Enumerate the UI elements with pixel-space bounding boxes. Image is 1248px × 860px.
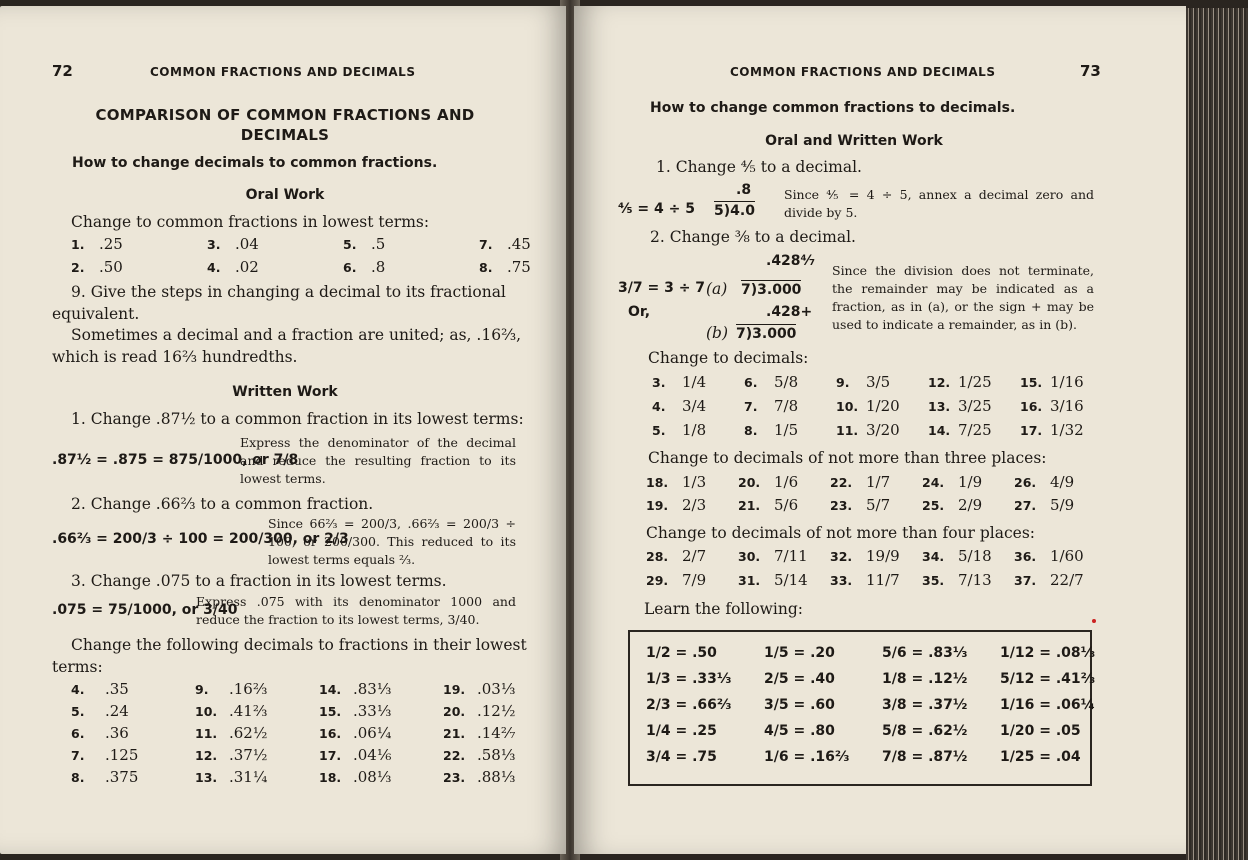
exercise-value: .04: [235, 235, 259, 253]
exercise-value: .50: [99, 258, 123, 276]
page-number: 72: [52, 62, 73, 80]
exercise-number: 8.: [479, 260, 493, 275]
learn-fact: 1/12 = .08⅓: [1000, 645, 1096, 661]
exercise-value: 2/9: [958, 496, 983, 514]
exercise-value: .03⅓: [477, 680, 516, 698]
exercise-value: .04⅙: [353, 746, 392, 764]
exercise-number: 4.: [71, 682, 85, 697]
exercise-number: 28.: [646, 549, 669, 564]
exercise-value: .62½: [229, 724, 268, 742]
left-page: [0, 6, 566, 854]
exercise-number: 15.: [1020, 375, 1043, 390]
exercise-number: 13.: [195, 770, 218, 785]
learn-fact: 1/5 = .20: [764, 645, 835, 661]
exercise-value: 11/7: [866, 571, 900, 589]
exercise-number: 11.: [195, 726, 218, 741]
exercise-value: .375: [105, 768, 139, 786]
exercise-value: 5/8: [774, 373, 799, 391]
exercise-value: 3/4: [682, 397, 707, 415]
exercise-number: 10.: [836, 399, 859, 414]
oral-work-heading: Oral Work: [245, 187, 325, 203]
chapter-title: COMPARISON OF COMMON FRACTIONS AND: [95, 106, 475, 124]
learn-fact: 2/5 = .40: [764, 671, 835, 687]
exercise-value: .88⅓: [477, 768, 516, 786]
exercise-value: 19/9: [866, 547, 900, 565]
exercise-number: 19.: [443, 682, 466, 697]
exercise-value: 7/9: [682, 571, 707, 589]
exercise-value: .75: [507, 258, 531, 276]
exercise-value: 3/16: [1050, 397, 1084, 415]
exercise-value: .5: [371, 235, 386, 253]
example-2-b-division: 7)3.000: [736, 326, 797, 342]
exercise-number: 23.: [830, 498, 853, 513]
exercise-value: 1/5: [774, 421, 799, 439]
exercise-value: .16⅔: [229, 680, 268, 698]
exercise-number: 21.: [443, 726, 466, 741]
exercise-number: 5.: [71, 704, 85, 719]
exercise-number: 36.: [1014, 549, 1037, 564]
exercise-number: 14.: [928, 423, 951, 438]
exercise-value: 7/11: [774, 547, 808, 565]
section-heading: How to change decimals to common fractions.: [72, 155, 438, 171]
exercise-value: .36: [105, 724, 129, 742]
exercise-value: .08⅓: [353, 768, 392, 786]
exercise-number: 12.: [195, 748, 218, 763]
exercise-value: .37½: [229, 746, 268, 764]
exercise-value: 1/25: [958, 373, 992, 391]
exercise-number: 17.: [1020, 423, 1043, 438]
exercise-value: 5/7: [866, 496, 891, 514]
exercise-value: .06¼: [353, 724, 392, 742]
exercise-number: 7.: [744, 399, 758, 414]
exercise-number: 23.: [443, 770, 466, 785]
exercise-number: 20.: [443, 704, 466, 719]
exercise-number: 25.: [922, 498, 945, 513]
exercise-value: 1/16: [1050, 373, 1084, 391]
exercise-number: 22.: [443, 748, 466, 763]
exercise-value: .35: [105, 680, 129, 698]
exercise-number: 6.: [71, 726, 85, 741]
exercise-value: .02: [235, 258, 259, 276]
example-3-equation: .075 = 75/1000, or 3/40: [52, 602, 238, 618]
learn-fact: 1/16 = .06¼: [1000, 697, 1096, 713]
learn-fact: 4/5 = .80: [764, 723, 835, 739]
learn-fact: 3/5 = .60: [764, 697, 835, 713]
exercise-value: 5/18: [958, 547, 992, 565]
example-2: 2. Change ⅜ to a decimal.: [650, 228, 856, 246]
running-head: COMMON FRACTIONS AND DECIMALS: [150, 65, 416, 79]
example-1-division: 5)4.0: [714, 203, 755, 219]
exercise-value: 5/9: [1050, 496, 1075, 514]
exercise-value: 7/8: [774, 397, 799, 415]
exercise-value: .12½: [477, 702, 516, 720]
exercise-value: 2/3: [682, 496, 707, 514]
exercise-value: .25: [99, 235, 123, 253]
learn-heading: Learn the following:: [644, 600, 804, 618]
example-3: 3. Change .075 to a fraction in its lowest terms.: [71, 572, 447, 590]
example-2-note: Since 66⅔ = 200/3, .66⅔ = 200/3 ÷ 100, or 200/300. This reduced to its lowest terms equals ⅔.: [268, 516, 516, 567]
exercise-number: 31.: [738, 573, 761, 588]
exercise-number: 1.: [71, 237, 85, 252]
mixed-decimal-note: Sometimes a decimal and a fraction are united; as, .16⅔,: [71, 326, 522, 344]
exercise-value: 3/25: [958, 397, 992, 415]
exercise-number: 32.: [830, 549, 853, 564]
example-2-equation: .66⅔ = 200/3 ÷ 100 = 200/300, or 2/3: [52, 531, 349, 547]
example-2-a-label: (a): [706, 280, 728, 298]
exercise-value: 5/6: [774, 496, 799, 514]
exercise-value: .8: [371, 258, 386, 276]
learn-fact: 7/8 = .87½: [882, 749, 968, 765]
exercise-number: 16.: [319, 726, 342, 741]
exercise-value: 5/14: [774, 571, 808, 589]
exercise-value: 1/20: [866, 397, 900, 415]
exercise-value: 1/4: [682, 373, 707, 391]
exercise-number: 34.: [922, 549, 945, 564]
exercise-number: 9.: [836, 375, 850, 390]
exercise-number: 6.: [744, 375, 758, 390]
exercise-number: 22.: [830, 475, 853, 490]
exercise-value: .125: [105, 746, 139, 764]
written-work-heading: Written Work: [232, 384, 338, 400]
exercise-value: .14²⁄₇: [477, 724, 516, 742]
page-edges: [1186, 8, 1248, 860]
learn-fact: 1/3 = .33⅓: [646, 671, 732, 687]
exercise-value: 1/7: [866, 473, 891, 491]
mixed-decimal-note-cont: which is read 16⅔ hundredths.: [52, 348, 298, 366]
example-2-note: Since the division does not terminate, the remainder may be indicated as a fraction, as in (a), or the sign + may be used to indicate a remainder, as in (b).: [832, 263, 1094, 332]
example-1: 1. Change .87½ to a common fraction in its lowest terms:: [71, 410, 524, 428]
example-2: 2. Change .66⅔ to a common fraction.: [71, 495, 374, 513]
exercise-number: 26.: [1014, 475, 1037, 490]
exercise-value: .31¼: [229, 768, 268, 786]
exercise-number: 37.: [1014, 573, 1037, 588]
exercise-number: 8.: [71, 770, 85, 785]
exercise-value: 7/25: [958, 421, 992, 439]
exercise-value: .83⅓: [353, 680, 392, 698]
exercise-value: .33⅓: [353, 702, 392, 720]
oral-written-heading: Oral and Written Work: [765, 133, 943, 149]
exercise-value: 2/7: [682, 547, 707, 565]
exercise-value: 1/8: [682, 421, 707, 439]
learn-fact: 1/8 = .12½: [882, 671, 968, 687]
exercise-number: 5.: [343, 237, 357, 252]
question-9: 9. Give the steps in changing a decimal to its fractional: [71, 283, 506, 301]
chapter-title-line2: DECIMALS: [240, 126, 330, 144]
three-places-heading: Change to decimals of not more than three places:: [648, 449, 1047, 467]
exercise-number: 30.: [738, 549, 761, 564]
exercise-number: 18.: [319, 770, 342, 785]
exercise-number: 9.: [195, 682, 209, 697]
exercise-number: 2.: [71, 260, 85, 275]
exercise-number: 18.: [646, 475, 669, 490]
exercise-value: 22/7: [1050, 571, 1084, 589]
exercise-value: 1/9: [958, 473, 983, 491]
learn-fact: 5/8 = .62½: [882, 723, 968, 739]
exercise-value: 4/9: [1050, 473, 1075, 491]
exercise-value: 1/60: [1050, 547, 1084, 565]
example-2-b-quotient: .428+: [766, 304, 813, 320]
example-1-equation: .87½ = .875 = 875/1000, or 7/8: [52, 452, 299, 468]
exercise-number: 19.: [646, 498, 669, 513]
final-instruction-cont: terms:: [52, 658, 103, 676]
final-instruction: Change the following decimals to fractions in their lowest: [71, 636, 527, 654]
exercise-number: 29.: [646, 573, 669, 588]
example-2-or: Or,: [628, 304, 651, 320]
exercise-value: .41⅔: [229, 702, 268, 720]
exercise-number: 3.: [207, 237, 221, 252]
exercise-number: 3.: [652, 375, 666, 390]
exercise-number: 6.: [343, 260, 357, 275]
exercise-number: 12.: [928, 375, 951, 390]
example-1-quotient: .8: [736, 182, 752, 198]
exercise-value: .24: [105, 702, 129, 720]
exercise-number: 10.: [195, 704, 218, 719]
exercise-number: 11.: [836, 423, 859, 438]
exercise-number: 16.: [1020, 399, 1043, 414]
exercise-value: 3/5: [866, 373, 891, 391]
exercise-number: 14.: [319, 682, 342, 697]
learn-fact: 3/8 = .37½: [882, 697, 968, 713]
exercise-number: 13.: [928, 399, 951, 414]
exercise-value: 3/20: [866, 421, 900, 439]
page-number: 73: [1080, 62, 1101, 80]
example-2-a-division: 7)3.000: [741, 282, 802, 298]
exercise-number: 27.: [1014, 498, 1037, 513]
example-2-equation: 3/7 = 3 ÷ 7: [618, 280, 706, 296]
exercise-number: 33.: [830, 573, 853, 588]
exercise-value: 1/6: [774, 473, 799, 491]
learn-fact: 1/6 = .16⅔: [764, 749, 850, 765]
learn-fact: 2/3 = .66⅔: [646, 697, 732, 713]
example-3-note: Express .075 with its denominator 1000 and reduce the fraction to its lowest terms, 3/40.: [196, 594, 516, 627]
example-1-note: Express the denominator of the decimal and reduce the resulting fraction to its lowest terms.: [240, 435, 516, 486]
right-page: [574, 6, 1186, 854]
learn-fact: 1/25 = .04: [1000, 749, 1081, 765]
exercise-number: 20.: [738, 475, 761, 490]
exercise-number: 35.: [922, 573, 945, 588]
learn-fact: 1/2 = .50: [646, 645, 717, 661]
example-2-b-label: (b): [706, 324, 729, 342]
section-heading: How to change common fractions to decimals.: [650, 100, 1016, 116]
exercise-value: .45: [507, 235, 531, 253]
question-9-cont: equivalent.: [52, 305, 140, 323]
exercise-value: 7/13: [958, 571, 992, 589]
exercise-number: 21.: [738, 498, 761, 513]
exercise-number: 17.: [319, 748, 342, 763]
change-decimals-heading: Change to decimals:: [648, 349, 809, 367]
learn-fact: 5/6 = .83⅓: [882, 645, 968, 661]
learn-fact: 3/4 = .75: [646, 749, 717, 765]
running-head: COMMON FRACTIONS AND DECIMALS: [730, 65, 996, 79]
four-places-heading: Change to decimals of not more than four places:: [646, 524, 1035, 542]
exercise-value: .58⅓: [477, 746, 516, 764]
example-1-note: Since ⅘ = 4 ÷ 5, annex a decimal zero and divide by 5.: [784, 187, 1094, 220]
exercise-number: 15.: [319, 704, 342, 719]
exercise-number: 5.: [652, 423, 666, 438]
learn-fact: 1/20 = .05: [1000, 723, 1081, 739]
example-1: 1. Change ⅘ to a decimal.: [656, 158, 862, 176]
example-2-a-quotient: .428⁴⁄₇: [766, 253, 816, 269]
exercise-number: 8.: [744, 423, 758, 438]
exercise-value: 1/3: [682, 473, 707, 491]
exercise-number: 7.: [479, 237, 493, 252]
learn-fact: 5/12 = .41⅔: [1000, 671, 1096, 687]
learn-fact: 1/4 = .25: [646, 723, 717, 739]
red-mark: [1092, 619, 1096, 623]
exercise-value: 1/32: [1050, 421, 1084, 439]
exercise-number: 4.: [652, 399, 666, 414]
exercise-number: 7.: [71, 748, 85, 763]
oral-instruction: Change to common fractions in lowest terms:: [71, 213, 430, 231]
example-1-equation: ⅘ = 4 ÷ 5: [618, 201, 695, 217]
exercise-number: 24.: [922, 475, 945, 490]
exercise-number: 4.: [207, 260, 221, 275]
